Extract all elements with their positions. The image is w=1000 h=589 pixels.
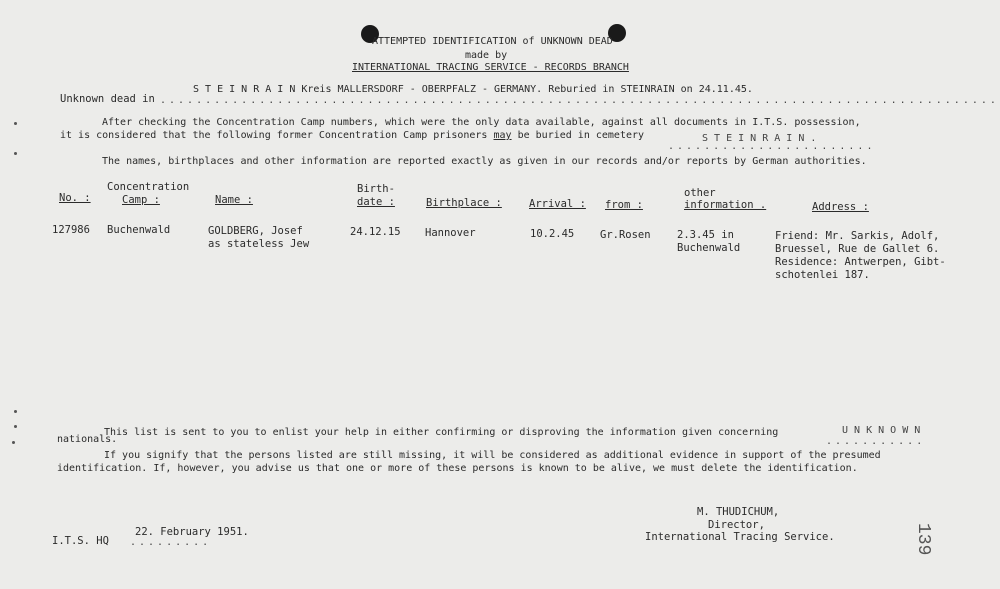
header-other-line1: other	[684, 187, 716, 199]
header-camp-line2: Camp :	[122, 194, 160, 206]
margin-mark	[14, 410, 17, 413]
row-from: Gr.Rosen	[600, 229, 651, 241]
row-address-line1: Friend: Mr. Sarkis, Adolf,	[775, 230, 940, 242]
header-name: Name :	[215, 194, 253, 206]
row-address-line4: schotenlei 187.	[775, 269, 870, 281]
header-camp-line1: Concentration	[107, 181, 190, 193]
document-title: ATTEMPTED IDENTIFICATION of UNKNOWN DEAD	[372, 36, 613, 47]
row-camp: Buchenwald	[107, 224, 171, 236]
signatory-name: M. THUDICHUM,	[697, 506, 780, 518]
paragraph-1-line-1: After checking the Concentration Camp numbers, which were the only data available, against all documents in I.T.S. possession,	[102, 117, 861, 128]
header-birth-line1: Birth-	[357, 183, 395, 195]
unknown-dead-label: Unknown dead in	[60, 93, 155, 105]
unknown-dead-location: S T E I N R A I N Kreis MALLERSDORF - OBERPFALZ - GERMANY. Reburied in STEINRAIN on 24.11.45.	[193, 84, 753, 95]
cemetery-name: S T E I N R A I N .	[702, 133, 817, 144]
footer-line-3: If you signify that the persons listed are still missing, it will be considered as additional evidence in support of the presumed	[104, 450, 881, 461]
dotted-line: .......................	[668, 141, 876, 152]
paragraph-1-line-2: it is considered that the following former Concentration Camp prisoners may be buried in cemetery	[60, 130, 645, 141]
dotted-line: .............................................................................................	[160, 95, 999, 106]
footer-line-4: identification. If, however, you advise us that one or more of these persons is known to be alive, we must delete the identification.	[57, 463, 858, 474]
row-other-line2: Buchenwald	[677, 242, 741, 254]
footer-line-2: nationals.	[57, 434, 118, 445]
row-no: 127986	[52, 224, 90, 236]
row-address-line2: Bruessel, Rue de Gallet 6.	[775, 243, 940, 255]
header-no: No. :	[59, 192, 91, 204]
its-hq-label: I.T.S. HQ	[52, 535, 109, 547]
paragraph-2: The names, birthplaces and other information are reported exactly as given in our records and/or reports by German authorities.	[102, 156, 867, 167]
may-underlined: may	[493, 130, 512, 141]
margin-mark	[14, 122, 17, 125]
header-other-line2: information .	[684, 199, 767, 211]
header-arrival: Arrival :	[529, 198, 586, 210]
header-birth-line2: date :	[357, 196, 395, 208]
row-arrival: 10.2.45	[530, 228, 575, 240]
made-by-text: made by	[465, 50, 508, 61]
header-address: Address :	[812, 201, 869, 213]
header-birthplace: Birthplace :	[426, 197, 502, 209]
signatory-organization: International Tracing Service.	[645, 531, 835, 543]
row-other-line1: 2.3.45 in	[677, 229, 734, 241]
row-address-line3: Residence: Antwerpen, Gibt-	[775, 256, 946, 268]
page-number-stamp: 139	[913, 523, 933, 556]
header-from: from :	[605, 199, 643, 211]
row-birthplace: Hannover	[425, 227, 476, 239]
signatory-title: Director,	[708, 519, 765, 531]
footer-line-1: This list is sent to you to enlist your help in either confirming or disproving the information given concerning	[104, 427, 779, 438]
row-name-line1: GOLDBERG, Josef	[208, 225, 303, 237]
organization-heading: INTERNATIONAL TRACING SERVICE - RECORDS BRANCH	[352, 62, 629, 73]
margin-mark	[14, 152, 17, 155]
row-name-line2: as stateless Jew	[208, 238, 310, 250]
row-birthdate: 24.12.15	[350, 226, 401, 238]
dotted-line: .........	[130, 537, 212, 548]
dotted-line: ...........	[826, 436, 926, 447]
margin-mark	[14, 425, 17, 428]
margin-mark	[12, 441, 15, 444]
document-date: 22. February 1951.	[135, 526, 249, 538]
unknown-nationals: U N K N O W N	[842, 425, 921, 436]
